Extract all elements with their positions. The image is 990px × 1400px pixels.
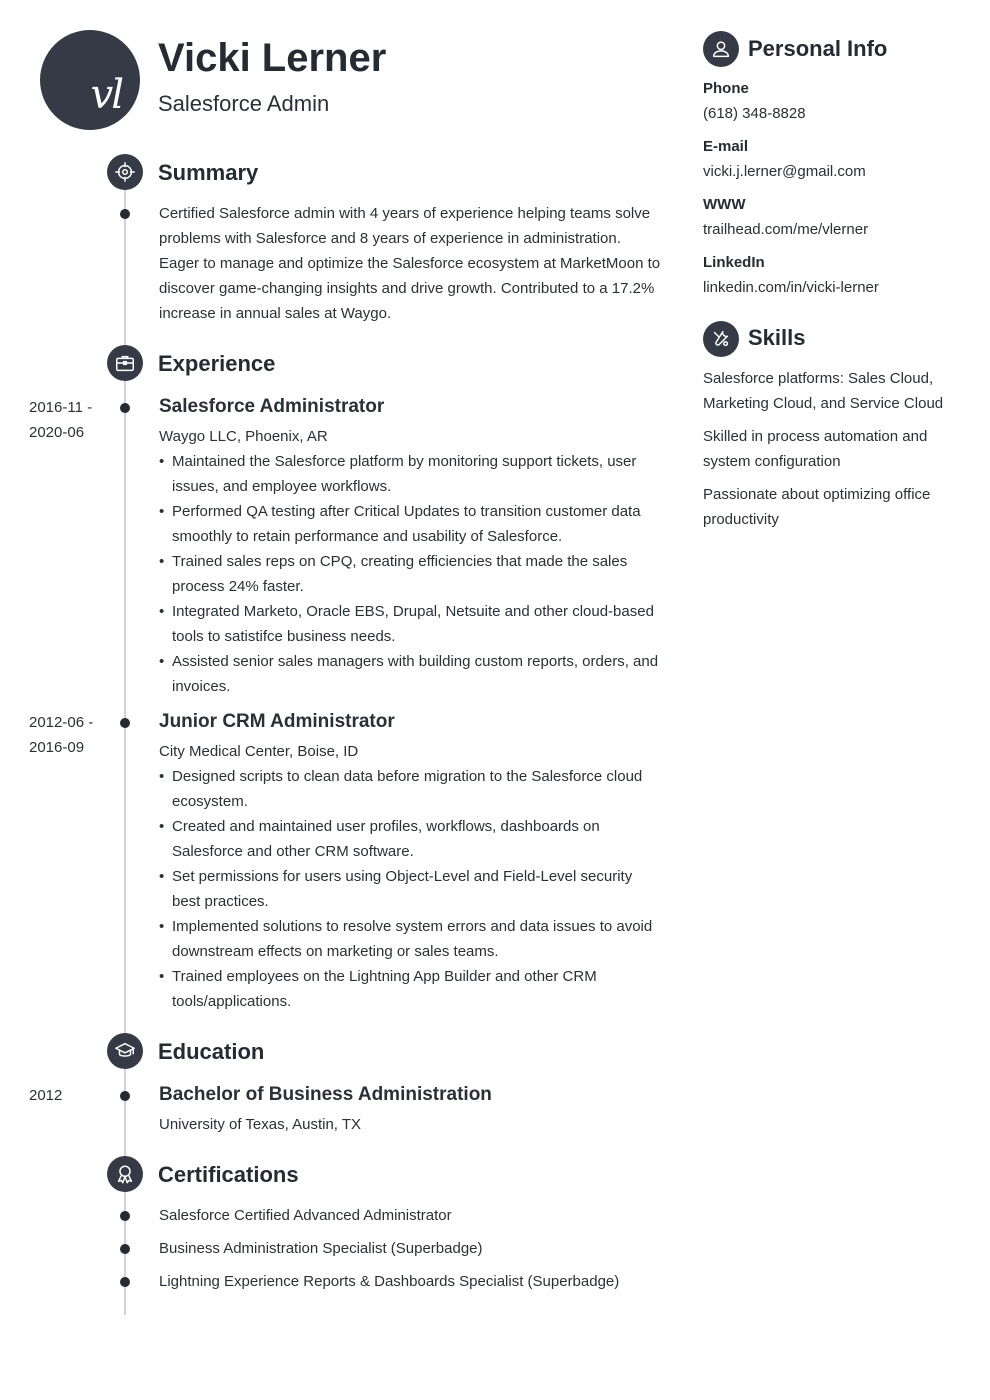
job-date-start: 2012-06 - xyxy=(29,714,94,731)
timeline-line xyxy=(124,170,126,1315)
education-heading: Education xyxy=(158,1039,265,1064)
list-item: • Created and maintained user profiles, workflows, dashboards on Salesforce and other CRM software. xyxy=(159,814,664,864)
personal-info-heading: Personal Info xyxy=(748,36,888,61)
timeline-dot xyxy=(120,1091,130,1101)
job-date-end: 2016-09 xyxy=(29,739,85,756)
certification-item: Lightning Experience Reports & Dashboards Specialist (Superbadge) xyxy=(159,1273,620,1290)
job-title: Junior CRM Administrator xyxy=(159,711,395,732)
job-date-end: 2020-06 xyxy=(29,424,85,441)
www-value: trailhead.com/me/vlerner xyxy=(703,221,869,238)
experience-heading: Experience xyxy=(158,351,276,376)
timeline-dot xyxy=(120,403,130,413)
list-item: • Integrated Marketo, Oracle EBS, Drupal, Netsuite and other cloud-based tools to satistifce business needs. xyxy=(159,599,664,649)
job-company: City Medical Center, Boise, ID xyxy=(159,743,359,760)
resume-role: Salesforce Admin xyxy=(158,91,330,116)
email-value: vicki.j.lerner@gmail.com xyxy=(703,163,866,180)
monogram-avatar xyxy=(40,30,140,130)
list-item: • Trained employees on the Lightning App Builder and other CRM tools/applications. xyxy=(159,964,664,1014)
job-date-start: 2016-11 - xyxy=(29,399,93,416)
school-name: University of Texas, Austin, TX xyxy=(159,1116,362,1133)
email-label: E-mail xyxy=(703,138,749,155)
list-item: • Assisted senior sales managers with building custom reports, orders, and invoices. xyxy=(159,649,664,699)
tools-icon xyxy=(703,321,739,357)
certification-item: Salesforce Certified Advanced Administrator xyxy=(159,1207,452,1224)
graduation-cap-icon xyxy=(107,1033,143,1069)
list-item: • Performed QA testing after Critical Updates to transition customer data smoothly to retain performance and usability of Salesforce. xyxy=(159,499,664,549)
target-icon xyxy=(107,154,143,190)
timeline-dot xyxy=(120,1244,130,1254)
www-label: WWW xyxy=(703,196,746,213)
certifications-heading: Certifications xyxy=(158,1162,299,1187)
job-date xyxy=(29,395,109,445)
education-date: 2012 xyxy=(29,1087,63,1104)
resume-name: Vicki Lerner xyxy=(158,36,387,80)
skill-item: Salesforce platforms: Sales Cloud, Marketing Cloud, and Service Cloud xyxy=(703,370,944,412)
skill-item: Skilled in process automation and system configuration xyxy=(703,428,928,470)
job-company: Waygo LLC, Phoenix, AR xyxy=(159,428,328,445)
award-ribbon-icon xyxy=(107,1156,143,1192)
list-item: • Maintained the Salesforce platform by monitoring support tickets, user issues, and employee workflows. xyxy=(159,449,664,499)
timeline-dot xyxy=(120,718,130,728)
certification-item: Business Administration Specialist (Superbadge) xyxy=(159,1240,483,1257)
linkedin-label: LinkedIn xyxy=(703,254,765,271)
job-title: Salesforce Administrator xyxy=(159,396,385,417)
user-icon xyxy=(703,31,739,67)
list-item: • Set permissions for users using Object-Level and Field-Level security best practices. xyxy=(159,864,664,914)
timeline-dot xyxy=(120,1211,130,1221)
list-item: • Designed scripts to clean data before migration to the Salesforce cloud ecosystem. xyxy=(159,764,664,814)
timeline-dot xyxy=(120,1277,130,1287)
job-bullets xyxy=(159,764,664,1014)
job-bullets xyxy=(159,449,664,699)
briefcase-icon xyxy=(107,345,143,381)
skill-item: Passionate about optimizing office productivity xyxy=(703,486,931,528)
phone-label: Phone xyxy=(703,80,749,97)
list-item: • Implemented solutions to resolve system errors and data issues to avoid downstream effects on marketing or sales teams. xyxy=(159,914,664,964)
summary-text: Certified Salesforce admin with 4 years of experience helping teams solve problems with Salesforce and 8 years of experience in administration. Eager to manage and optimize the Salesforce ecosystem at MarketMoon to discover game-changing insights and drive growth. Contributed to a 17.2% increase in annual sales at Waygo. xyxy=(159,205,661,322)
skills-heading: Skills xyxy=(748,325,806,350)
phone-value: (618) 348-8828 xyxy=(703,105,806,122)
summary-heading: Summary xyxy=(158,160,259,185)
linkedin-value: linkedin.com/in/vicki-lerner xyxy=(703,279,879,296)
list-item: • Trained sales reps on CPQ, creating efficiencies that made the sales process 24% faster. xyxy=(159,549,664,599)
timeline-dot xyxy=(120,209,130,219)
job-date xyxy=(29,710,109,760)
monogram-initials: vl xyxy=(90,72,122,118)
degree-title: Bachelor of Business Administration xyxy=(159,1084,492,1105)
